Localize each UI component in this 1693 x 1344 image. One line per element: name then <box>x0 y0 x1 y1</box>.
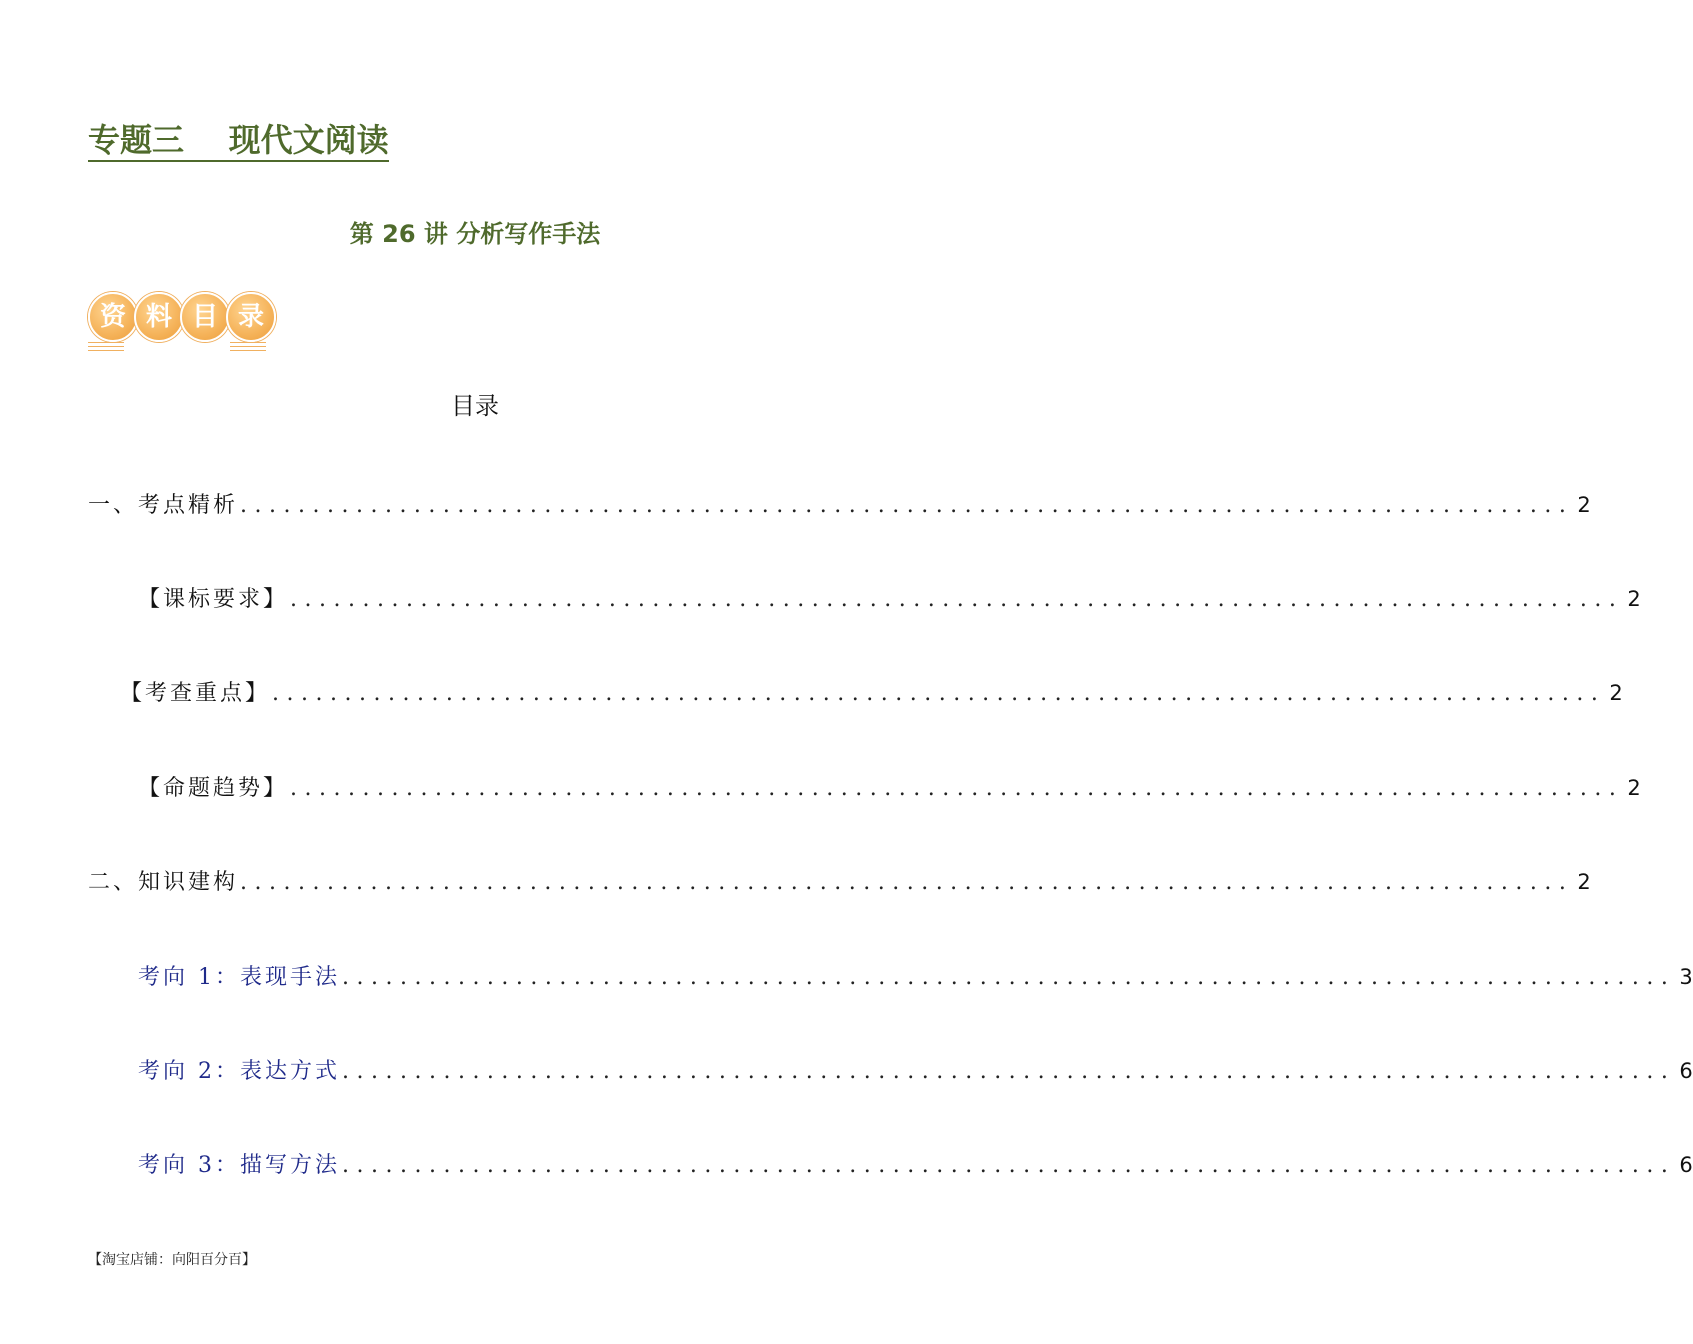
toc-entry-label: 【课标要求】 <box>138 587 289 612</box>
badge-char: 料 <box>134 292 184 342</box>
topic-title: 专题三 现代文阅读 <box>88 120 389 162</box>
badge-char: 资 <box>88 292 138 342</box>
badge-char: 目 <box>180 292 230 342</box>
toc-entry[interactable] <box>138 960 1693 990</box>
toc-entry[interactable] <box>138 1054 1693 1084</box>
toc-leader-dots: ............................................................................................ <box>272 681 1606 706</box>
toc-entry[interactable] <box>138 582 1641 612</box>
badge-char: 录 <box>226 292 276 342</box>
toc-heading: 目录 <box>451 392 499 420</box>
toc-entry-label: 【命题趋势】 <box>138 776 289 801</box>
toc-entry-page: 3 <box>1679 965 1693 989</box>
toc-entry-page: 2 <box>1577 493 1591 517</box>
badge-underline-decoration <box>88 342 268 352</box>
lecture-title: 第 26 讲 分析写作手法 <box>349 220 601 248</box>
toc-entry-label: 一、考点精析 <box>88 493 239 518</box>
toc-entry-label: 考向 1：表现手法 <box>138 965 340 990</box>
toc-entry-page: 6 <box>1679 1059 1693 1083</box>
toc-entry-label: 【考查重点】 <box>120 681 271 706</box>
toc-entry[interactable] <box>88 865 1591 895</box>
toc-entry-page: 2 <box>1609 681 1623 705</box>
toc-entry-page: 2 <box>1627 587 1641 611</box>
toc-entry[interactable] <box>138 1148 1693 1178</box>
toc-leader-dots: ............................................................................................ <box>342 965 1676 990</box>
toc-leader-dots: ............................................................................................ <box>290 587 1624 612</box>
toc-entry-page: 2 <box>1577 870 1591 894</box>
toc-leader-dots: ............................................................................................ <box>342 1059 1676 1084</box>
toc-entry-label: 考向 3：描写方法 <box>138 1153 340 1178</box>
toc-entry-page: 2 <box>1627 776 1641 800</box>
toc-leader-dots: ............................................................................................ <box>240 493 1574 518</box>
toc-entry-label: 考向 2：表达方式 <box>138 1059 340 1084</box>
toc-entry[interactable] <box>120 676 1623 706</box>
contents-badge <box>88 292 272 342</box>
toc-entry[interactable] <box>88 488 1591 518</box>
toc-leader-dots: ............................................................................................ <box>342 1153 1676 1178</box>
toc-entry-page: 6 <box>1679 1153 1693 1177</box>
toc-entry[interactable] <box>138 771 1641 801</box>
toc-entry-label: 二、知识建构 <box>88 870 239 895</box>
footer-shop-note: 【淘宝店铺：向阳百分百】 <box>88 1252 256 1268</box>
toc-leader-dots: ............................................................................................ <box>290 776 1624 801</box>
toc-leader-dots: ............................................................................................ <box>240 870 1574 895</box>
